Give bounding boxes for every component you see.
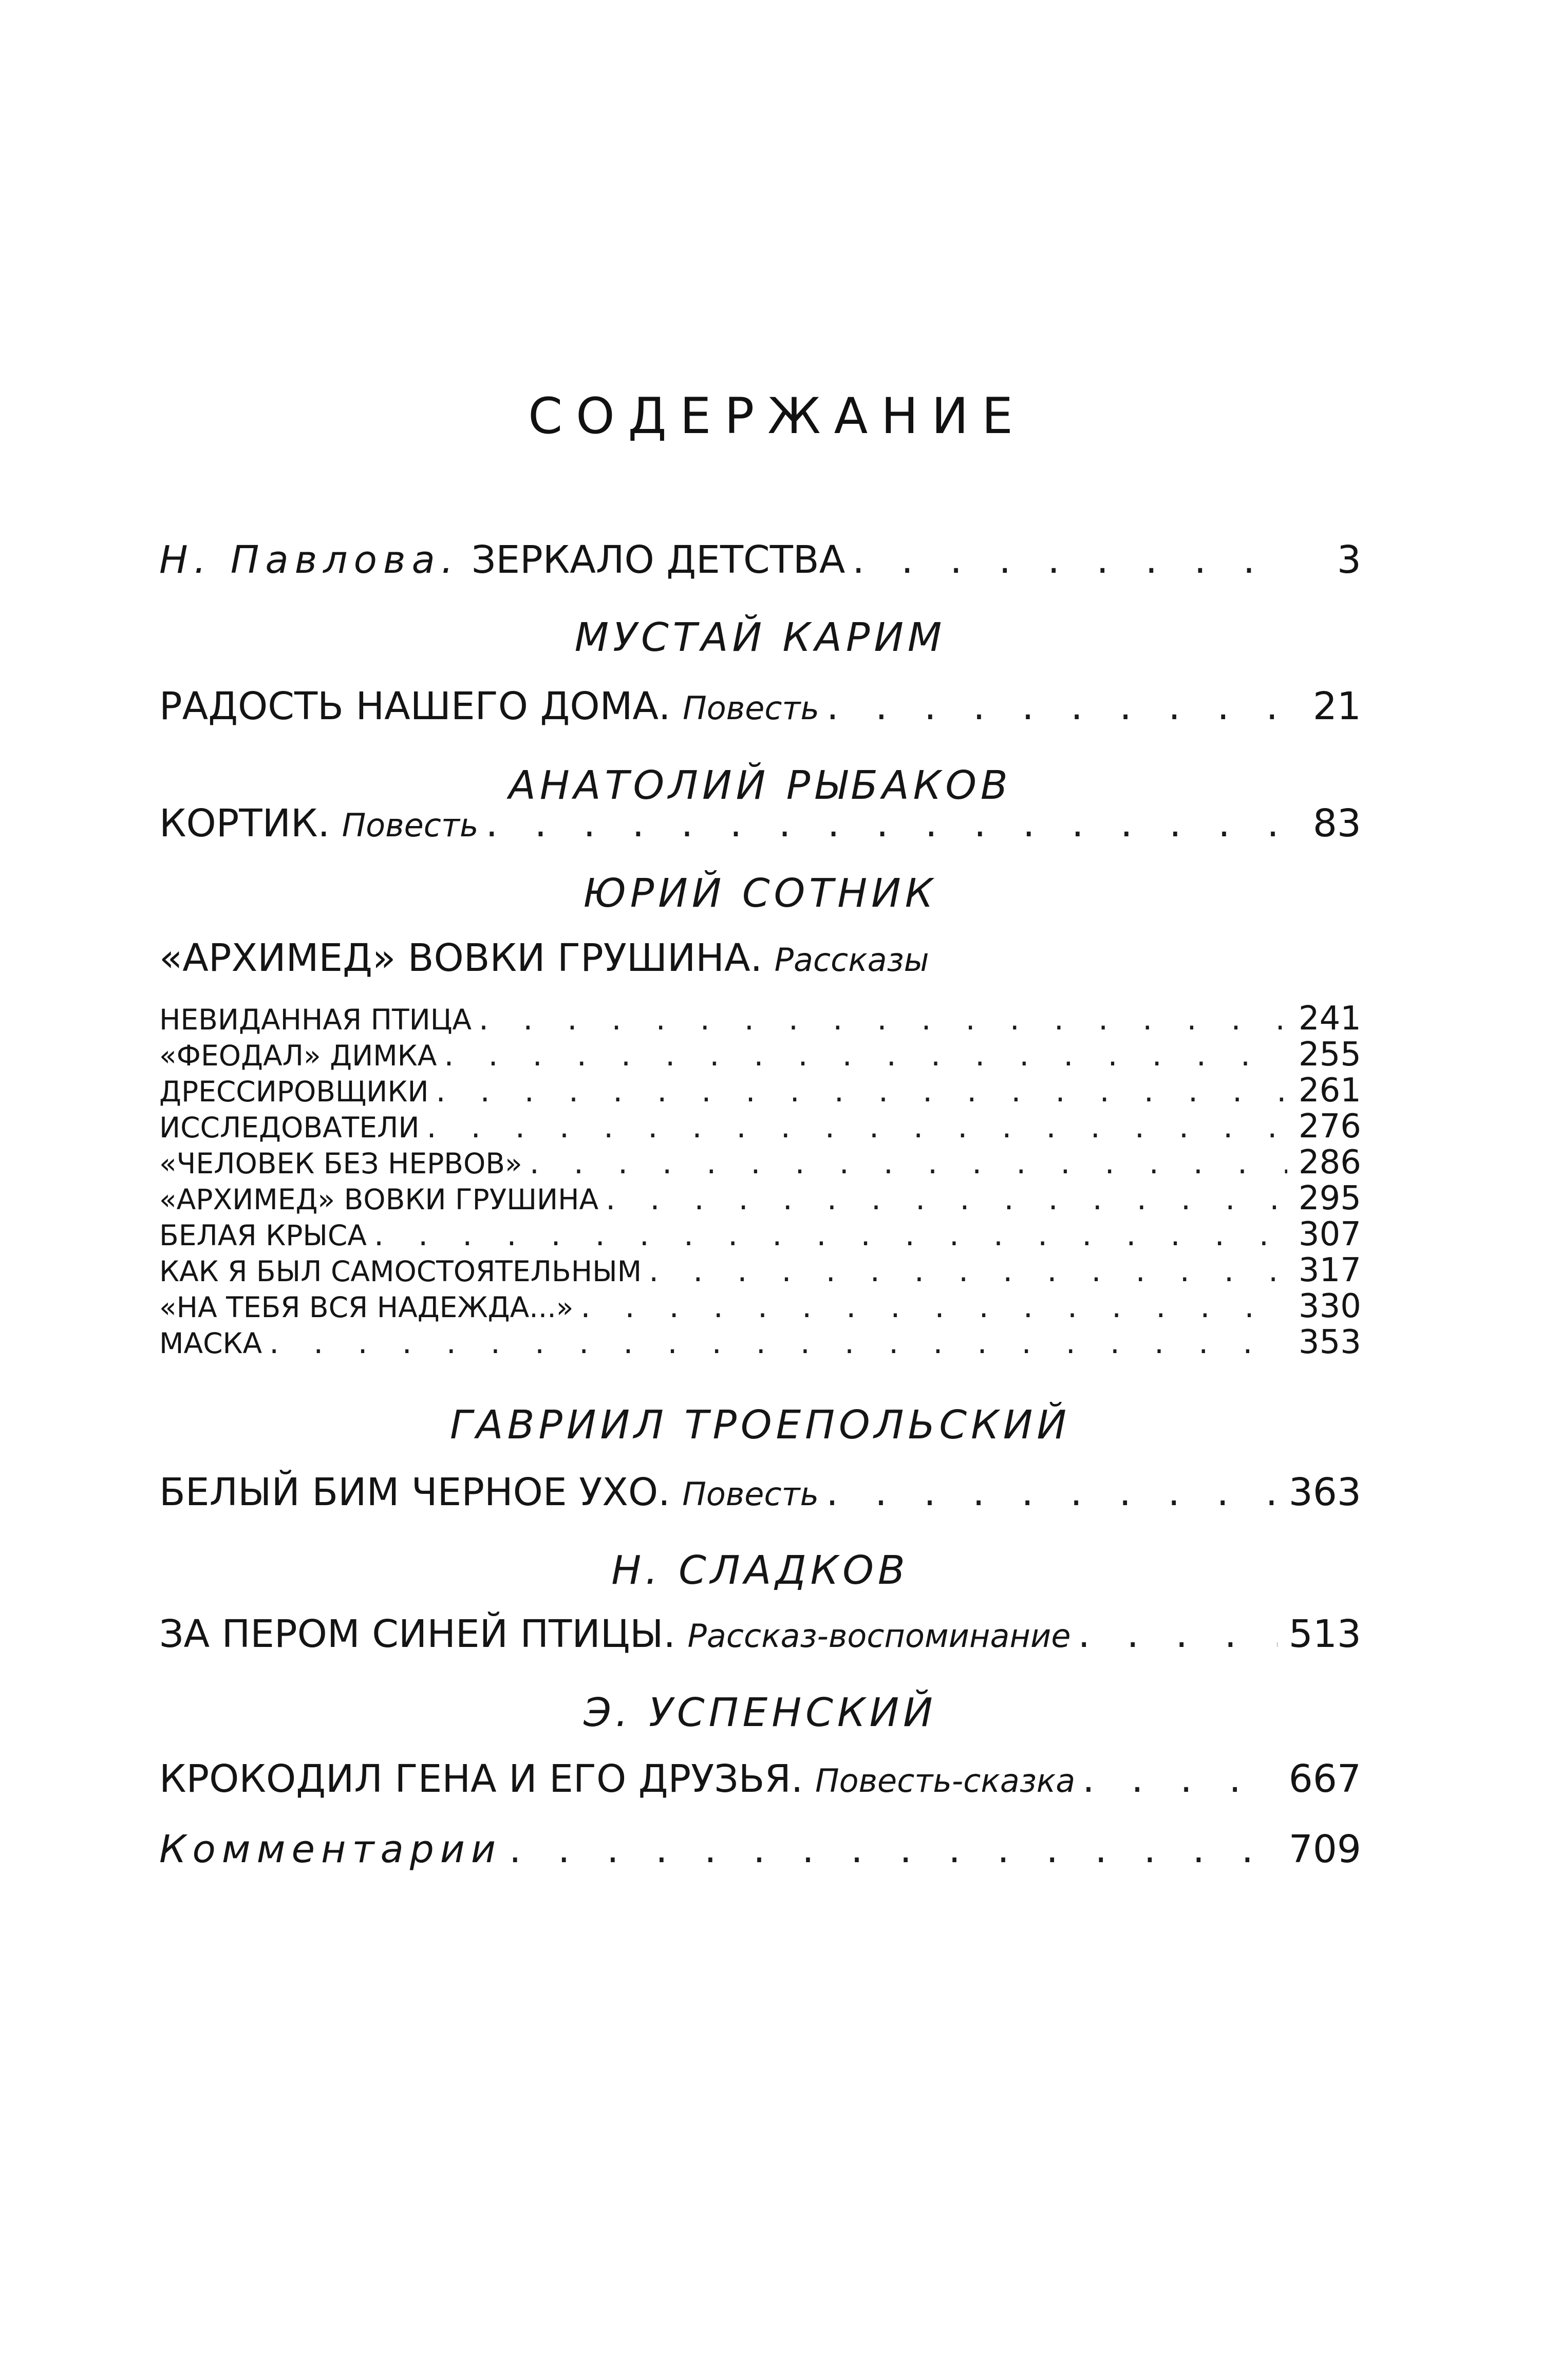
entry-author: Н. Павлова.	[159, 538, 460, 582]
author-heading: Н. СЛАДКОВ	[611, 1548, 909, 1594]
page-number: 21	[1312, 684, 1361, 728]
story-title: НЕВИДАННАЯ ПТИЦА	[159, 1003, 472, 1036]
page-number: 286	[1298, 1144, 1361, 1182]
story-title: БЕЛАЯ КРЫСА	[159, 1219, 367, 1252]
entry-title-text: ЗЕРКАЛО ДЕТСТВА	[471, 538, 845, 582]
page-number: 363	[1288, 1470, 1361, 1514]
dot-leader	[269, 1325, 1287, 1361]
dot-leader	[436, 1073, 1287, 1109]
toc-entry-intro[interactable]	[159, 537, 1361, 583]
entry-genre: Повесть	[342, 807, 479, 844]
toc-story[interactable]	[159, 1145, 1361, 1182]
dot-leader	[486, 800, 1288, 847]
page-number: 667	[1288, 1757, 1361, 1801]
toc-entry[interactable]	[159, 683, 1361, 732]
entry-title: КОРТИК. Повесть	[159, 801, 479, 846]
page-number: 241	[1298, 1000, 1361, 1038]
toc-story[interactable]	[159, 1324, 1361, 1361]
toc-story[interactable]	[159, 1073, 1361, 1110]
story-title: «ФЕОДАЛ» ДИМКА	[159, 1039, 437, 1072]
entry-title	[159, 537, 845, 583]
toc-entry[interactable]	[159, 1611, 1361, 1659]
story-title: МАСКА	[159, 1327, 262, 1360]
page-number: 353	[1298, 1323, 1361, 1361]
toc-story[interactable]	[159, 1001, 1361, 1038]
author-heading: МУСТАЙ КАРИМ	[574, 615, 946, 661]
toc-story[interactable]	[159, 1180, 1361, 1217]
toc-story[interactable]	[159, 1252, 1361, 1289]
dot-leader	[530, 1145, 1287, 1181]
dot-leader	[427, 1109, 1287, 1145]
entry-title: «АРХИМЕД» ВОВКИ ГРУШИНА. Рассказы	[159, 936, 929, 980]
page-number: 709	[1288, 1827, 1361, 1871]
dot-leader	[826, 683, 1288, 729]
dot-leader	[479, 1001, 1287, 1037]
dot-leader	[1078, 1611, 1277, 1657]
entry-title: КРОКОДИЛ ГЕНА И ЕГО ДРУЗЬЯ. Повесть-сказка	[159, 1757, 1076, 1801]
dot-leader	[509, 1826, 1277, 1872]
page-number: 261	[1298, 1072, 1361, 1110]
entry-title: Комментарии	[159, 1827, 502, 1871]
author-heading: ГАВРИИЛ ТРОЕПОЛЬСКИЙ	[450, 1402, 1070, 1448]
author-heading: АНАТОЛИЙ РЫБАКОВ	[509, 763, 1012, 809]
dot-leader	[580, 1289, 1287, 1325]
story-title: ИССЛЕДОВАТЕЛИ	[159, 1111, 420, 1144]
story-title: ДРЕССИРОВЩИКИ	[159, 1075, 429, 1108]
author-heading: Э. УСПЕНСКИЙ	[584, 1690, 937, 1736]
page-title: СОДЕРЖАНИЕ	[528, 387, 1026, 445]
toc-entry[interactable]	[159, 1756, 1361, 1804]
entry-genre: Повесть-сказка	[815, 1762, 1076, 1800]
entry-genre: Рассказы	[774, 941, 929, 979]
entry-genre: Повесть	[683, 689, 820, 727]
dot-leader	[606, 1181, 1287, 1217]
dot-leader	[852, 537, 1288, 583]
dot-leader	[649, 1253, 1287, 1289]
story-title: «ЧЕЛОВЕК БЕЗ НЕРВОВ»	[159, 1147, 522, 1180]
page-number: 276	[1298, 1108, 1361, 1146]
toc-entry[interactable]	[159, 1469, 1361, 1517]
page-number: 317	[1298, 1251, 1361, 1289]
entry-title: РАДОСТЬ НАШЕГО ДОМА. Повесть	[159, 684, 820, 728]
toc-story[interactable]	[159, 1216, 1361, 1253]
dot-leader	[444, 1037, 1287, 1073]
dot-leader	[826, 1469, 1277, 1515]
page-number: 295	[1298, 1179, 1361, 1217]
author-heading: ЮРИЙ СОТНИК	[583, 871, 937, 916]
entry-title: ЗА ПЕРОМ СИНЕЙ ПТИЦЫ. Рассказ-воспоминание	[159, 1612, 1071, 1656]
entry-title: БЕЛЫЙ БИМ ЧЕРНОЕ УХО. Повесть	[159, 1470, 819, 1514]
toc-collection-heading[interactable]	[159, 935, 1361, 983]
page-number: 307	[1298, 1215, 1361, 1253]
entry-genre: Рассказ-воспоминание	[687, 1617, 1071, 1655]
toc-story[interactable]	[159, 1109, 1361, 1146]
story-title: КАК Я БЫЛ САМОСТОЯТЕЛЬНЫМ	[159, 1255, 642, 1288]
story-title: «АРХИМЕД» ВОВКИ ГРУШИНА	[159, 1183, 599, 1216]
toc-story[interactable]	[159, 1037, 1361, 1074]
dot-leader	[374, 1217, 1287, 1253]
story-title: «НА ТЕБЯ ВСЯ НАДЕЖДА...»	[159, 1291, 574, 1324]
toc-story[interactable]	[159, 1288, 1361, 1325]
page-number: 3	[1337, 538, 1361, 582]
toc-entry-comments[interactable]	[159, 1826, 1361, 1872]
page-number: 330	[1298, 1287, 1361, 1325]
page-number: 513	[1288, 1612, 1361, 1656]
dot-leader	[1082, 1756, 1277, 1802]
page-number: 255	[1298, 1036, 1361, 1074]
entry-genre: Повесть	[682, 1475, 819, 1513]
page-number: 83	[1312, 801, 1361, 846]
toc-entry[interactable]	[159, 800, 1361, 849]
